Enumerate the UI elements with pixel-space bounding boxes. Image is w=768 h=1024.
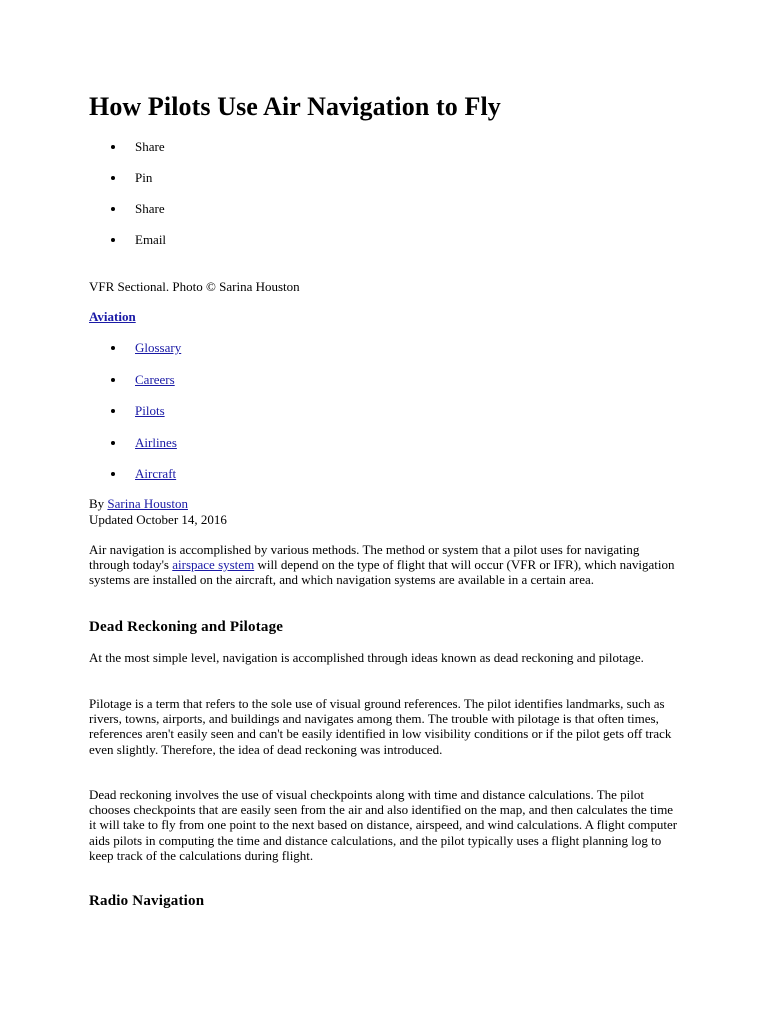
careers-link[interactable]: Careers: [135, 371, 175, 387]
share-list: [89, 139, 166, 263]
nav-item-glossary: [89, 340, 181, 372]
category-breadcrumb: [89, 309, 136, 324]
page-title: How Pilots Use Air Navigation to Fly: [89, 92, 501, 121]
category-nav-list: [89, 340, 181, 498]
glossary-link[interactable]: Glossary: [135, 340, 182, 355]
aviation-link[interactable]: Aviation: [89, 309, 136, 324]
intro-text-after: will depend on the type of flight that will occur (VFR or IFR), which navigation systems are installed on the aircraft, and which navigation systems are available in a certain area.: [89, 557, 675, 588]
email-item[interactable]: Email: [89, 232, 166, 263]
intro-text-before: Air navigation is accomplished by various methods. The method or system that a pilot uses for navigating through today's: [89, 542, 640, 573]
aircraft-link[interactable]: Aircraft: [135, 466, 177, 481]
byline-prefix: By: [89, 496, 108, 511]
updated-date: Updated October 14, 2016: [89, 512, 227, 527]
airspace-system-link[interactable]: airspace system: [172, 557, 255, 573]
paragraph-pilotage: Pilotage is a term that refers to the sole use of visual ground references. The pilot identifies landmarks, such as rivers, towns, airports, and buildings and navigates among them. The trouble with pilotage is that often times, references aren't easily seen and can't be easily identified in low visibility conditions or if the pilot gets off track even slightly. Therefore, the idea of dead reckoning was introduced.: [89, 696, 672, 757]
pin-item[interactable]: Pin: [89, 170, 166, 201]
share-item[interactable]: Share: [89, 139, 166, 170]
intro-paragraph: [89, 542, 679, 588]
pilots-link[interactable]: Pilots: [135, 403, 165, 418]
section-heading-radio-navigation: Radio Navigation: [89, 893, 205, 909]
share-item[interactable]: Share: [89, 201, 166, 232]
paragraph-dead-reckoning: Dead reckoning involves the use of visual checkpoints along with time and distance calculations. The pilot chooses checkpoints that are easily seen from the air and also identified on the map, and then calculates the time it will take to fly from one point to the next based on distance, airspeed, and wind calculations. A flight computer aids pilots in computing the time and distance calculations, and the pilot typically uses a flight planning log to keep track of the calculations during flight.: [89, 787, 678, 863]
nav-item-pilots: [89, 403, 181, 435]
section-heading-dead-reckoning: Dead Reckoning and Pilotage: [89, 619, 284, 635]
photo-caption: VFR Sectional. Photo © Sarina Houston: [89, 279, 300, 294]
nav-item-careers: [89, 372, 181, 404]
byline: [89, 496, 188, 511]
nav-item-aircraft: [89, 466, 181, 498]
paragraph-simple-level: At the most simple level, navigation is accomplished through ideas known as dead reckoning and pilotage.: [89, 650, 644, 665]
author-link[interactable]: Sarina Houston: [107, 496, 188, 511]
airlines-link[interactable]: Airlines: [135, 434, 177, 450]
nav-item-airlines: [89, 435, 181, 467]
